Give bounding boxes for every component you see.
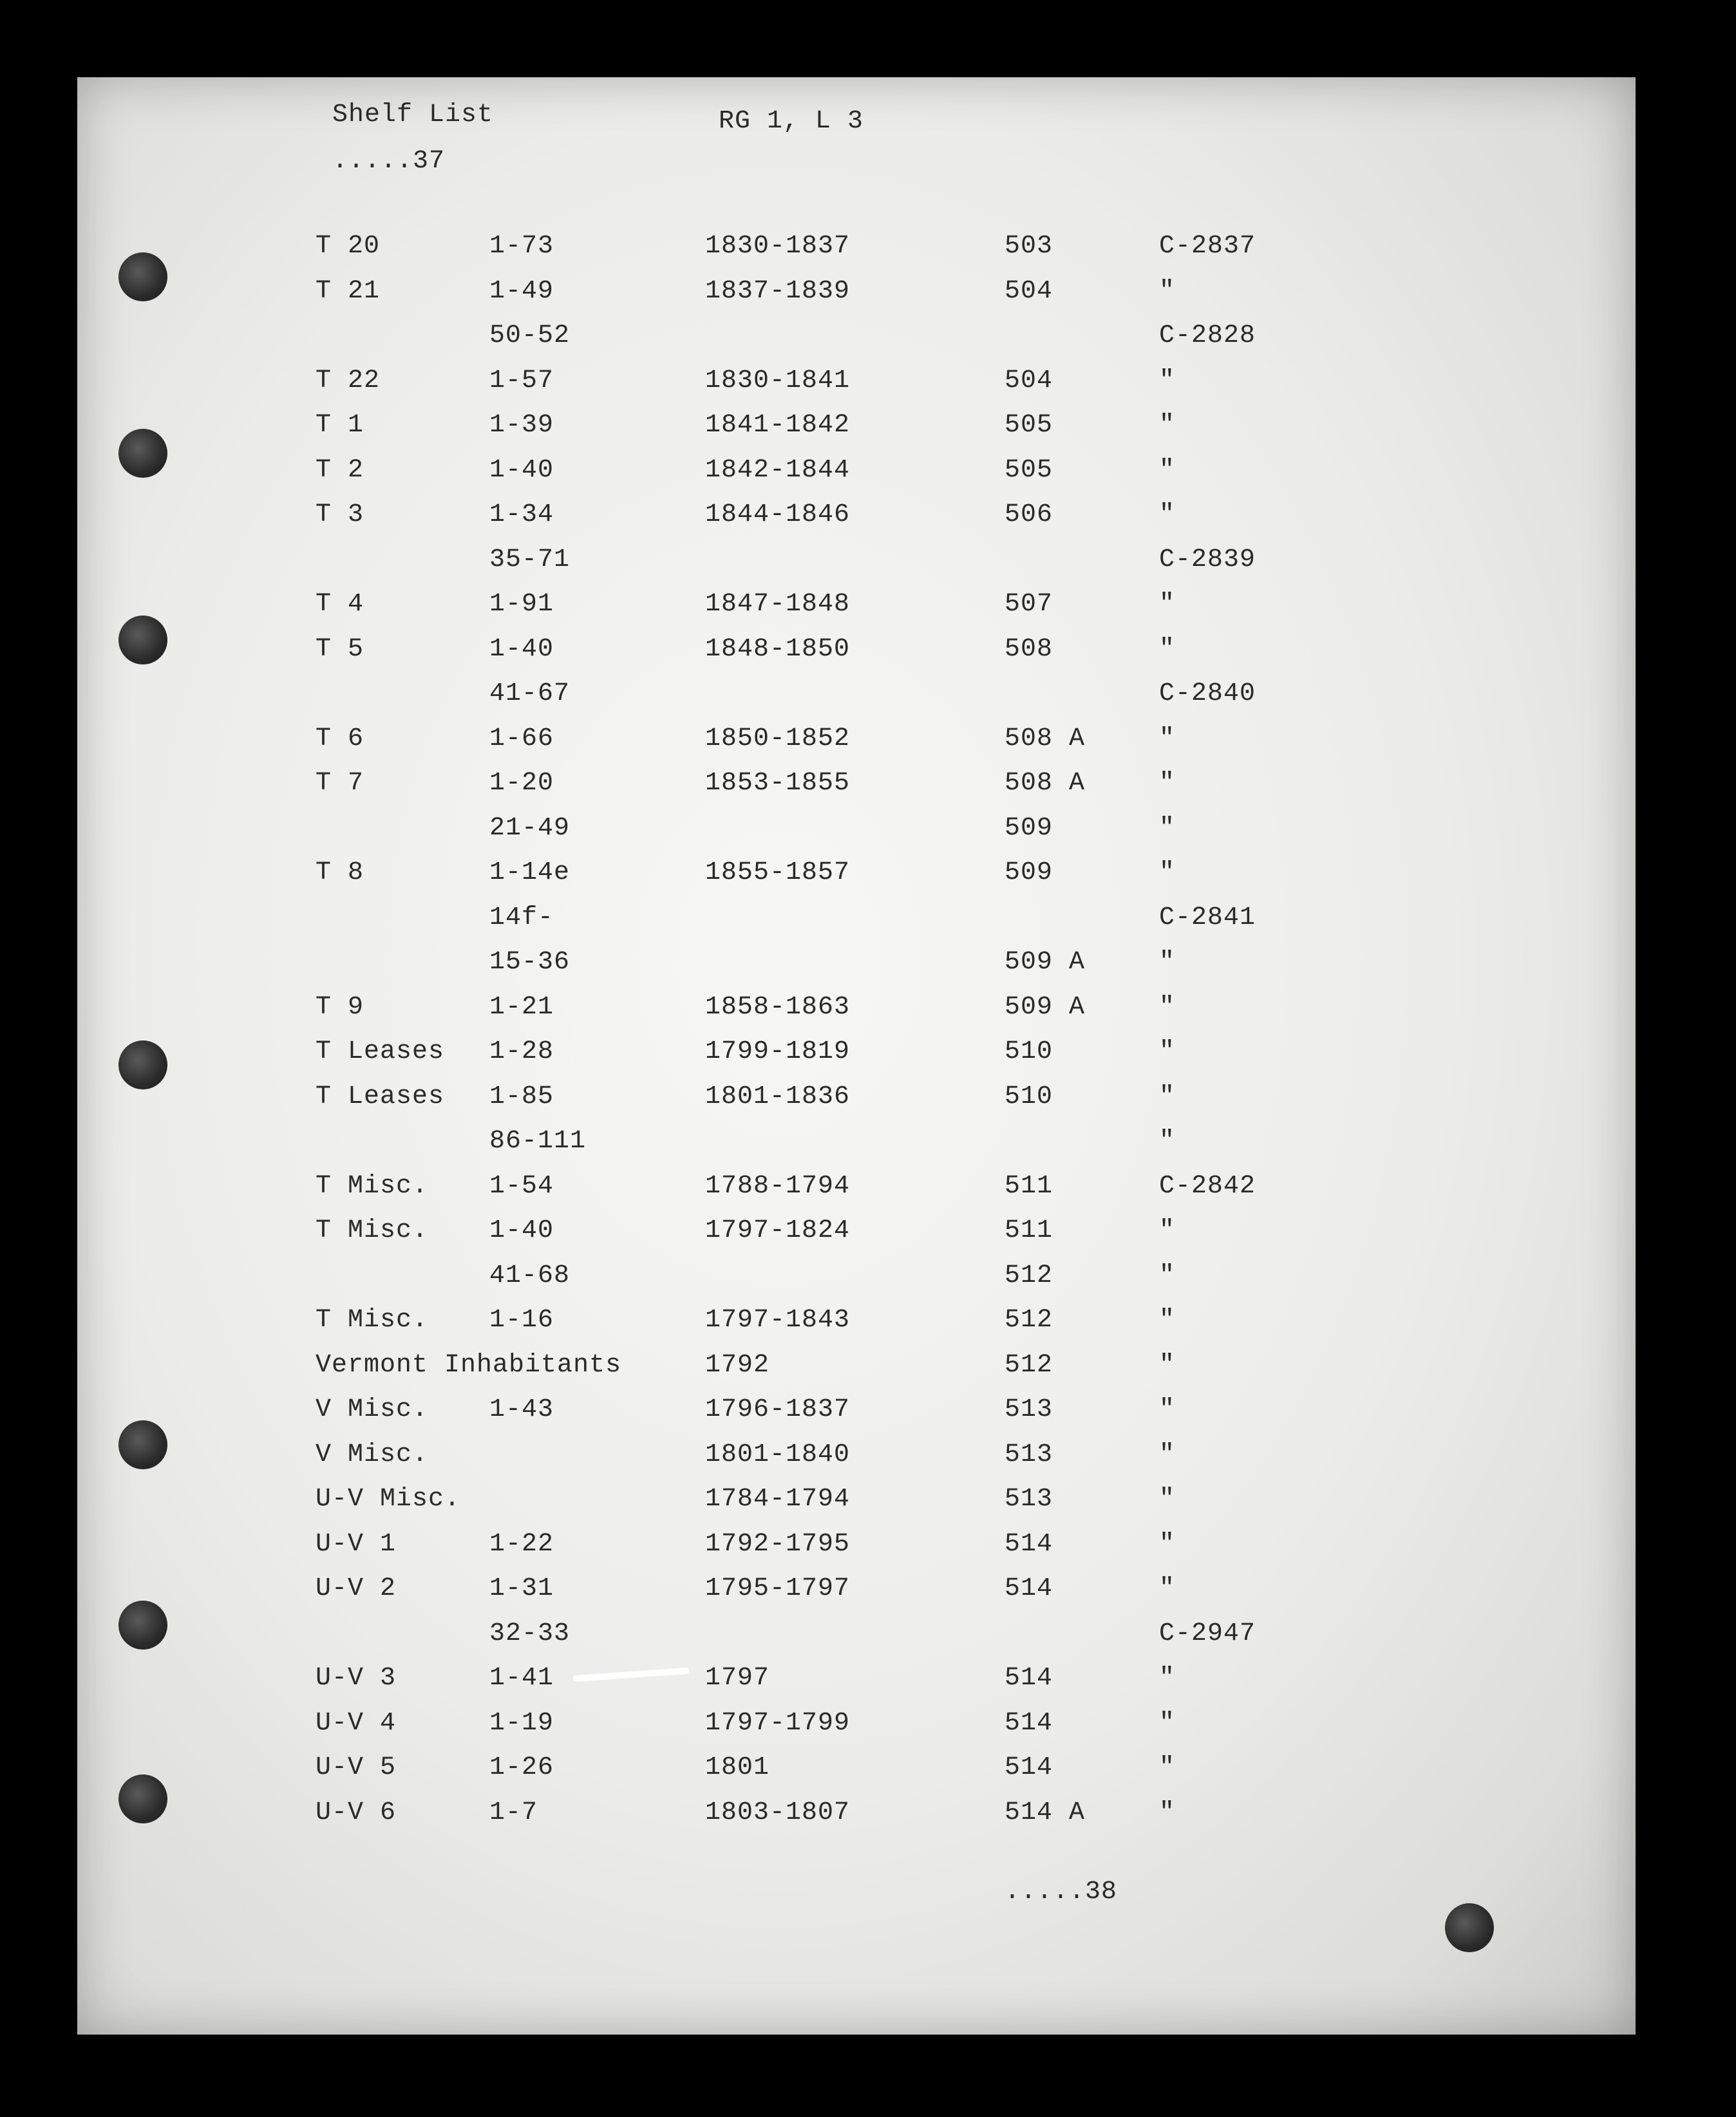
cell-years: 1853-1855 xyxy=(705,769,851,798)
cell-range: 1-14e xyxy=(489,858,571,887)
cell-box: 505 xyxy=(1005,455,1053,485)
table-row xyxy=(77,1082,1636,1121)
cell-reel: " xyxy=(1159,1798,1176,1827)
cell-box: 512 xyxy=(1005,1261,1053,1290)
cell-range: 1-91 xyxy=(489,590,554,619)
cell-reel: " xyxy=(1159,1708,1176,1738)
cell-years: 1797 xyxy=(705,1664,770,1693)
cell-series: T Misc. xyxy=(316,1306,429,1335)
cell-reel: C-2837 xyxy=(1159,232,1256,261)
table-row xyxy=(77,1664,1636,1702)
cell-box: 511 xyxy=(1005,1216,1053,1245)
cell-box: 509 A xyxy=(1005,992,1086,1022)
cell-reel: " xyxy=(1159,724,1176,753)
table-row xyxy=(77,500,1636,539)
table-row xyxy=(77,1440,1636,1479)
cell-years: 1847-1848 xyxy=(705,590,851,619)
table-row xyxy=(77,321,1636,360)
cell-years: 1795-1797 xyxy=(705,1574,851,1603)
cell-reel: " xyxy=(1159,276,1176,306)
cell-box: 509 A xyxy=(1005,948,1086,977)
cell-reel: C-2947 xyxy=(1159,1619,1256,1648)
cell-series: T 7 xyxy=(316,769,364,798)
cell-years: 1803-1807 xyxy=(705,1798,851,1827)
table-row xyxy=(77,456,1636,494)
table-row xyxy=(77,1395,1636,1434)
table-row xyxy=(77,1530,1636,1568)
table-row xyxy=(77,858,1636,897)
cell-reel: " xyxy=(1159,1306,1176,1335)
cell-box: 514 xyxy=(1005,1708,1053,1738)
previous-page-ref: .....37 xyxy=(332,147,446,176)
cell-box: 514 xyxy=(1005,1753,1053,1782)
cell-series: Vermont Inhabitants xyxy=(316,1350,622,1380)
cell-series: T Misc. xyxy=(316,1216,429,1245)
cell-box: 512 xyxy=(1005,1306,1053,1335)
table-row xyxy=(77,635,1636,673)
cell-box: 504 xyxy=(1005,366,1053,395)
cell-range: 1-39 xyxy=(489,411,554,440)
cell-range: 1-85 xyxy=(489,1082,554,1111)
cell-reel: " xyxy=(1159,1216,1176,1245)
cell-range: 1-28 xyxy=(489,1037,554,1066)
table-row xyxy=(77,1574,1636,1613)
cell-years: 1837-1839 xyxy=(705,276,851,306)
cell-series: T 21 xyxy=(316,276,381,306)
cell-reel: C-2828 xyxy=(1159,321,1256,350)
table-row xyxy=(77,1709,1636,1747)
table-row xyxy=(77,1351,1636,1389)
table-row xyxy=(77,948,1636,986)
table-row xyxy=(77,1172,1636,1210)
cell-range: 15-36 xyxy=(489,948,571,977)
cell-years: 1801-1840 xyxy=(705,1440,851,1469)
cell-box: 513 xyxy=(1005,1485,1053,1514)
cell-box: 508 A xyxy=(1005,769,1086,798)
cell-range: 14f- xyxy=(489,903,554,932)
table-row xyxy=(77,1485,1636,1523)
cell-range: 1-43 xyxy=(489,1395,554,1424)
cell-reel: " xyxy=(1159,1037,1176,1066)
cell-reel: " xyxy=(1159,1664,1176,1693)
cell-box: 509 xyxy=(1005,858,1053,887)
cell-range: 41-68 xyxy=(489,1261,571,1290)
cell-years: 1850-1852 xyxy=(705,724,851,753)
cell-range: 1-19 xyxy=(489,1708,554,1738)
cell-reel: C-2842 xyxy=(1159,1171,1256,1201)
cell-series: T 22 xyxy=(316,366,381,395)
cell-reel: " xyxy=(1159,411,1176,440)
cell-series: U-V 1 xyxy=(316,1529,397,1559)
table-row xyxy=(77,1619,1636,1658)
table-row xyxy=(77,1798,1636,1837)
cell-reel: " xyxy=(1159,1082,1176,1111)
cell-years: 1797-1824 xyxy=(705,1216,851,1245)
table-row xyxy=(77,366,1636,405)
cell-reel: " xyxy=(1159,948,1176,977)
cell-reel: " xyxy=(1159,1485,1176,1514)
cell-box: 514 xyxy=(1005,1664,1053,1693)
cell-box: 514 xyxy=(1005,1574,1053,1603)
cell-range: 1-40 xyxy=(489,1216,554,1245)
cell-box: 503 xyxy=(1005,232,1053,261)
record-group: RG 1, L 3 xyxy=(719,107,864,136)
punch-hole xyxy=(1445,1903,1494,1952)
cell-range: 1-66 xyxy=(489,724,554,753)
cell-box: 504 xyxy=(1005,276,1053,306)
cell-series: U-V Misc. xyxy=(316,1485,461,1514)
cell-range: 86-111 xyxy=(489,1127,587,1156)
cell-reel: C-2841 xyxy=(1159,903,1256,932)
cell-years: 1830-1837 xyxy=(705,232,851,261)
cell-reel: " xyxy=(1159,1574,1176,1603)
table-row xyxy=(77,277,1636,315)
cell-box: 508 xyxy=(1005,634,1053,664)
cell-years: 1788-1794 xyxy=(705,1171,851,1201)
cell-series: T 8 xyxy=(316,858,364,887)
cell-years: 1801 xyxy=(705,1753,770,1782)
cell-range: 1-22 xyxy=(489,1529,554,1559)
cell-series: T 9 xyxy=(316,992,364,1022)
cell-series: V Misc. xyxy=(316,1395,429,1424)
cell-range: 50-52 xyxy=(489,321,571,350)
cell-reel: " xyxy=(1159,1753,1176,1782)
cell-box: 509 xyxy=(1005,813,1053,843)
cell-range: 1-20 xyxy=(489,769,554,798)
cell-box: 508 A xyxy=(1005,724,1086,753)
cell-range: 35-71 xyxy=(489,545,571,574)
cell-years: 1784-1794 xyxy=(705,1485,851,1514)
cell-range: 1-40 xyxy=(489,455,554,485)
cell-years: 1792-1795 xyxy=(705,1529,851,1559)
cell-box: 507 xyxy=(1005,590,1053,619)
cell-series: U-V 5 xyxy=(316,1753,397,1782)
table-row xyxy=(77,1306,1636,1344)
cell-series: T 3 xyxy=(316,500,364,529)
cell-years: 1797-1799 xyxy=(705,1708,851,1738)
cell-box: 513 xyxy=(1005,1440,1053,1469)
cell-range: 1-21 xyxy=(489,992,554,1022)
cell-box: 506 xyxy=(1005,500,1053,529)
next-page-ref: .....38 xyxy=(1005,1877,1118,1906)
table-row xyxy=(77,1216,1636,1255)
cell-reel: " xyxy=(1159,634,1176,664)
cell-box: 511 xyxy=(1005,1171,1053,1201)
cell-years: 1855-1857 xyxy=(705,858,851,887)
cell-series: T 5 xyxy=(316,634,364,664)
cell-series: T Leases xyxy=(316,1037,445,1066)
cell-reel: " xyxy=(1159,858,1176,887)
cell-years: 1858-1863 xyxy=(705,992,851,1022)
cell-series: T 2 xyxy=(316,455,364,485)
cell-series: T 20 xyxy=(316,232,381,261)
cell-range: 21-49 xyxy=(489,813,571,843)
cell-range: 1-7 xyxy=(489,1798,538,1827)
cell-range: 1-40 xyxy=(489,634,554,664)
cell-reel: C-2840 xyxy=(1159,679,1256,708)
cell-years: 1844-1846 xyxy=(705,500,851,529)
cell-years: 1799-1819 xyxy=(705,1037,851,1066)
table-row xyxy=(77,993,1636,1031)
cell-years: 1792 xyxy=(705,1350,770,1380)
table-row xyxy=(77,814,1636,852)
cell-reel: " xyxy=(1159,1261,1176,1290)
cell-range: 41-67 xyxy=(489,679,571,708)
cell-years: 1797-1843 xyxy=(705,1306,851,1335)
cell-range: 1-57 xyxy=(489,366,554,395)
table-row xyxy=(77,903,1636,942)
cell-range: 1-49 xyxy=(489,276,554,306)
table-row xyxy=(77,545,1636,584)
cell-years: 1842-1844 xyxy=(705,455,851,485)
cell-series: T Leases xyxy=(316,1082,445,1111)
cell-range: 1-34 xyxy=(489,500,554,529)
cell-reel: " xyxy=(1159,1395,1176,1424)
cell-box: 510 xyxy=(1005,1037,1053,1066)
cell-reel: " xyxy=(1159,813,1176,843)
cell-years: 1841-1842 xyxy=(705,411,851,440)
cell-reel: " xyxy=(1159,1350,1176,1380)
cell-reel: " xyxy=(1159,500,1176,529)
cell-range: 1-31 xyxy=(489,1574,554,1603)
cell-series: U-V 6 xyxy=(316,1798,397,1827)
cell-series: V Misc. xyxy=(316,1440,429,1469)
cell-reel: " xyxy=(1159,1529,1176,1559)
cell-reel: C-2839 xyxy=(1159,545,1256,574)
cell-box: 512 xyxy=(1005,1350,1053,1380)
cell-box: 510 xyxy=(1005,1082,1053,1111)
cell-years: 1801-1836 xyxy=(705,1082,851,1111)
cell-series: U-V 2 xyxy=(316,1574,397,1603)
cell-series: U-V 3 xyxy=(316,1664,397,1693)
cell-years: 1830-1841 xyxy=(705,366,851,395)
cell-series: U-V 4 xyxy=(316,1708,397,1738)
page-title: Shelf List xyxy=(332,100,494,129)
table-row xyxy=(77,1037,1636,1076)
table-row xyxy=(77,411,1636,449)
table-row xyxy=(77,724,1636,763)
cell-reel: " xyxy=(1159,992,1176,1022)
cell-box: 513 xyxy=(1005,1395,1053,1424)
cell-reel: " xyxy=(1159,590,1176,619)
cell-range: 1-73 xyxy=(489,232,554,261)
cell-range: 32-33 xyxy=(489,1619,571,1648)
cell-box: 514 xyxy=(1005,1529,1053,1559)
table-row xyxy=(77,1753,1636,1792)
table-row xyxy=(77,590,1636,628)
cell-box: 514 A xyxy=(1005,1798,1086,1827)
cell-years: 1796-1837 xyxy=(705,1395,851,1424)
table-row xyxy=(77,1261,1636,1300)
table-row xyxy=(77,1127,1636,1165)
table-row xyxy=(77,679,1636,718)
document-page xyxy=(77,77,1636,2035)
cell-range: 1-54 xyxy=(489,1171,554,1201)
cell-reel: " xyxy=(1159,1440,1176,1469)
cell-series: T 4 xyxy=(316,590,364,619)
cell-reel: " xyxy=(1159,1127,1176,1156)
cell-years: 1848-1850 xyxy=(705,634,851,664)
cell-box: 505 xyxy=(1005,411,1053,440)
cell-range: 1-26 xyxy=(489,1753,554,1782)
table-row xyxy=(77,769,1636,807)
cell-reel: " xyxy=(1159,455,1176,485)
cell-range: 1-41 xyxy=(489,1664,554,1693)
cell-series: T 1 xyxy=(316,411,364,440)
cell-reel: " xyxy=(1159,769,1176,798)
cell-range: 1-16 xyxy=(489,1306,554,1335)
cell-reel: " xyxy=(1159,366,1176,395)
table-row xyxy=(77,232,1636,270)
cell-series: T 6 xyxy=(316,724,364,753)
cell-series: T Misc. xyxy=(316,1171,429,1201)
